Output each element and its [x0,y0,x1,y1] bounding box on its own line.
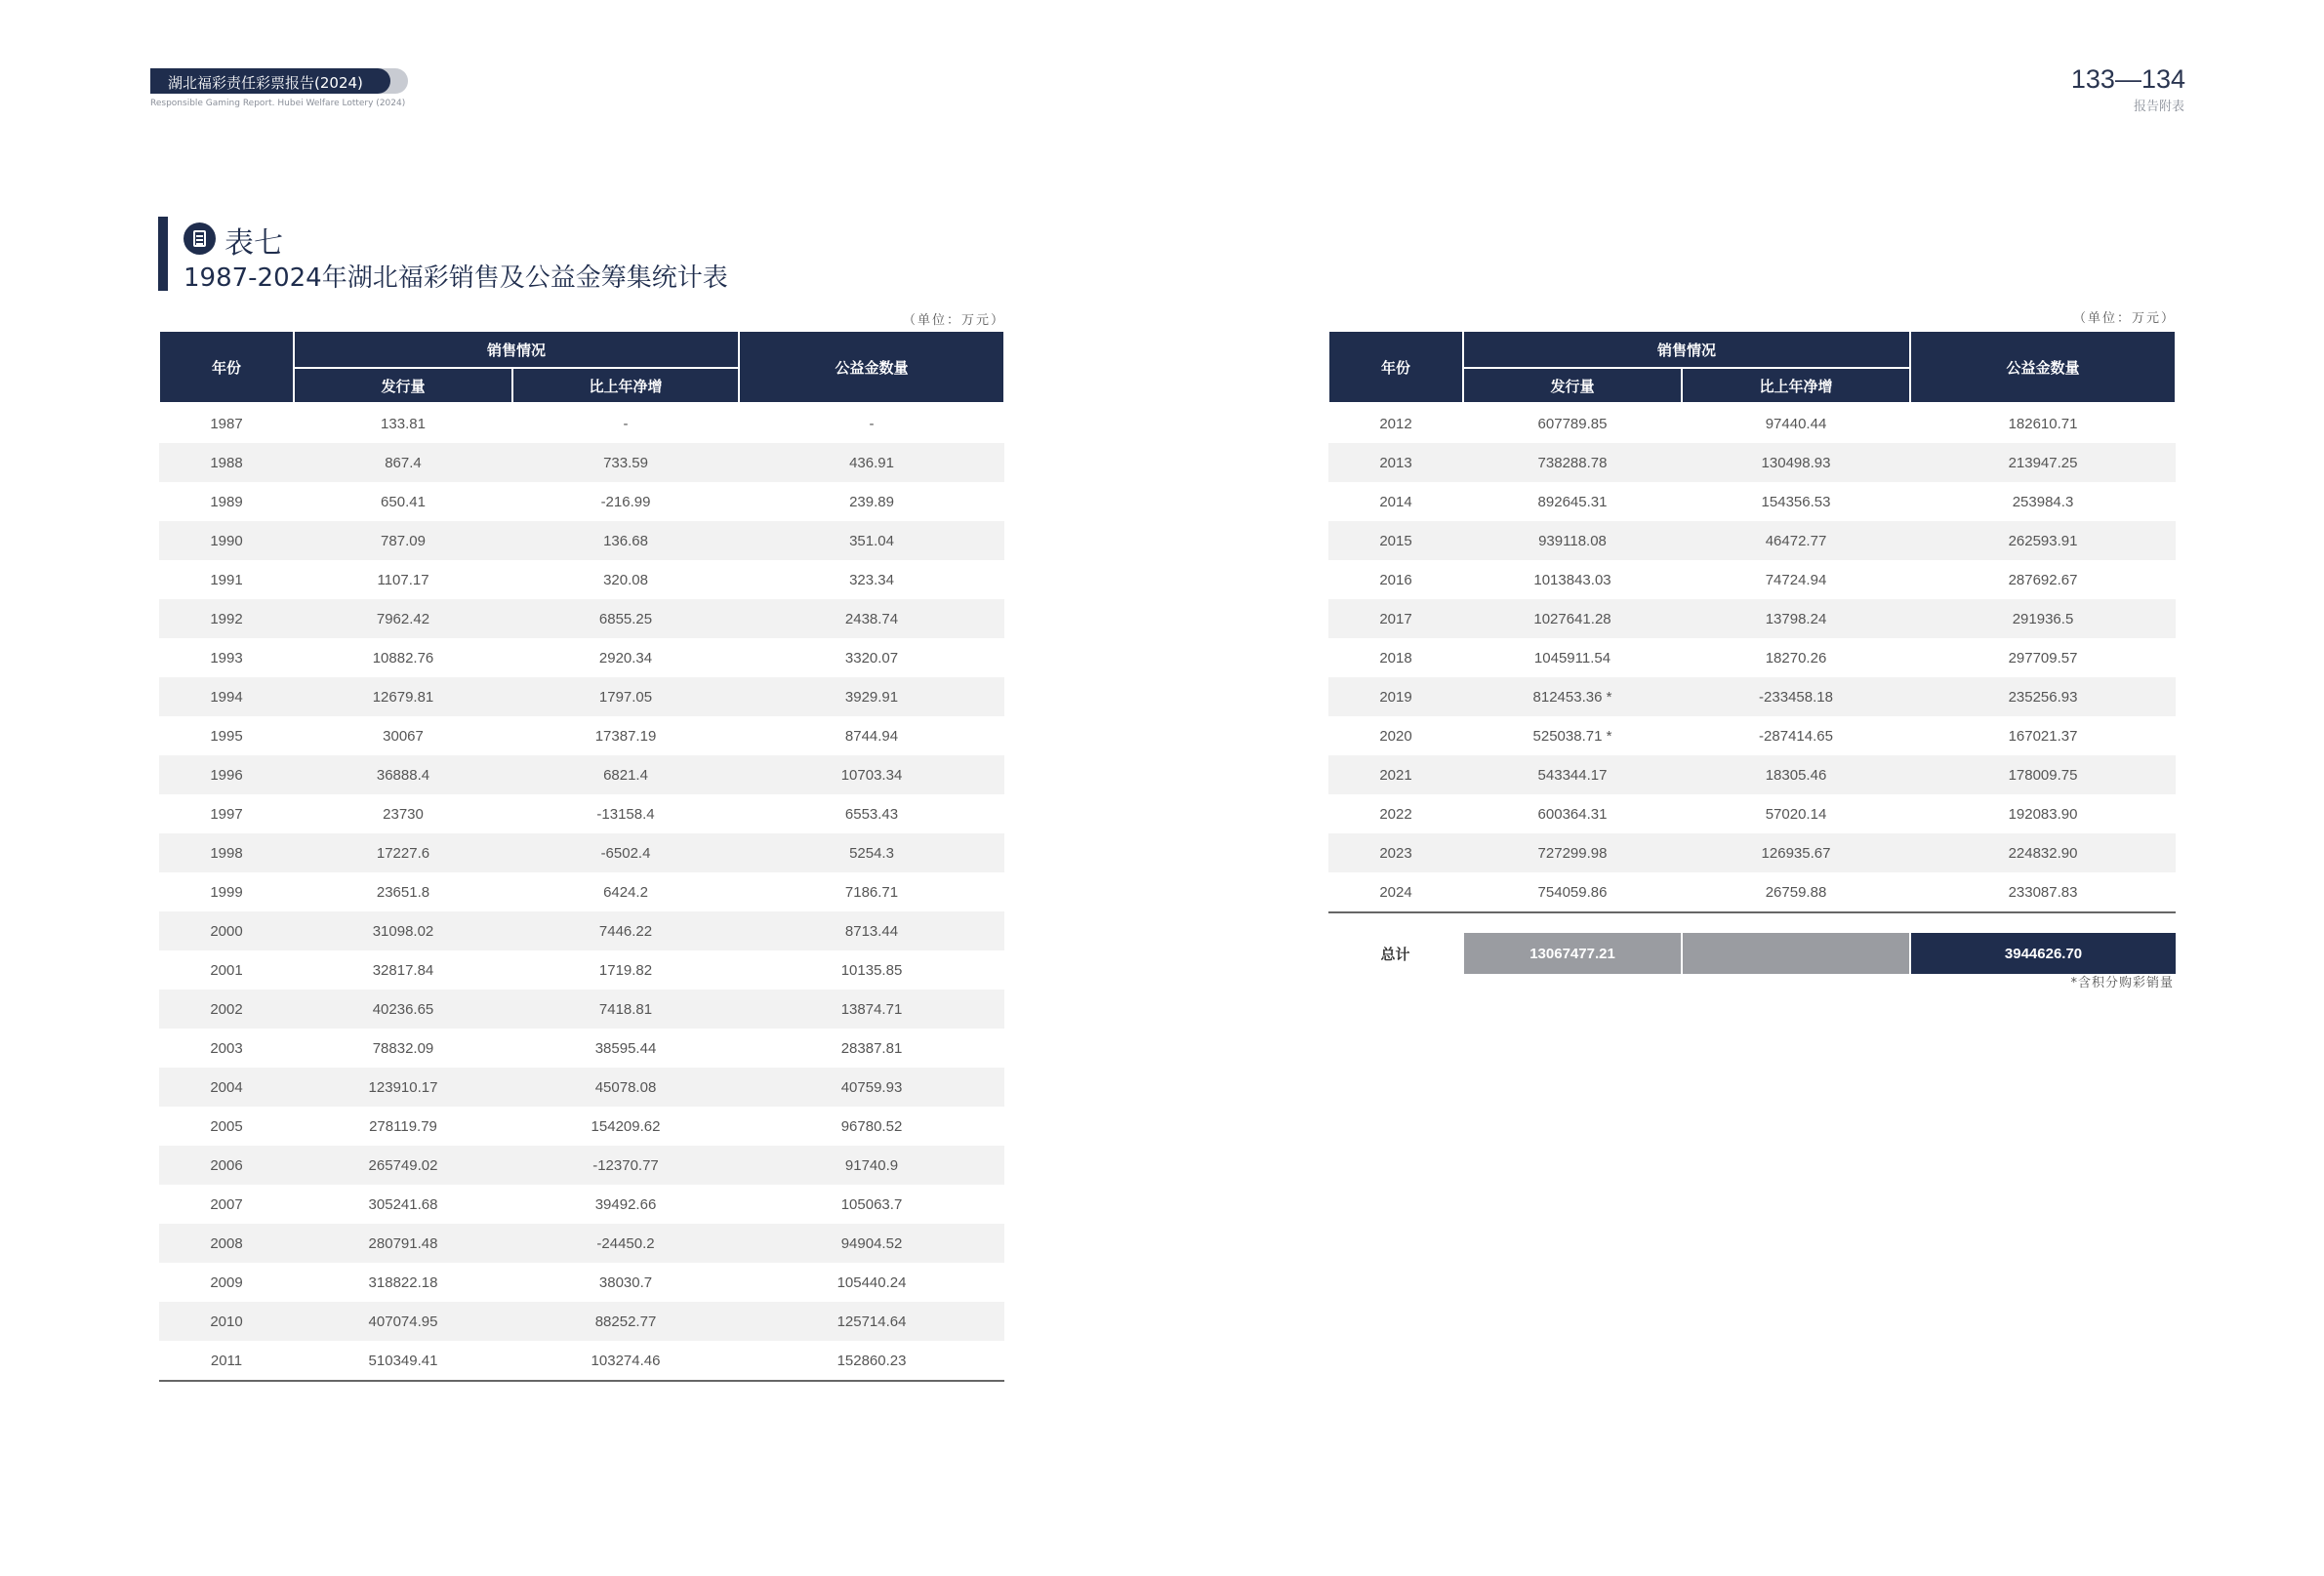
document-icon [183,222,216,255]
cell-year: 1998 [159,833,294,872]
header-sales: 销售情况 [1463,331,1910,368]
total-label: 总计 [1328,933,1463,974]
table-row [159,560,1004,599]
cell-year: 1990 [159,521,294,560]
cell-fund: 105440.24 [836,1273,907,1291]
stats-table-right [1327,330,2177,974]
cell-issued: 1045911.54 [1533,649,1611,667]
cell-issued: 23730 [383,805,424,823]
header-yoy: 比上年净增 [1682,368,1910,403]
header-issued: 发行量 [1463,368,1682,403]
cell-issued: 123910.17 [294,1068,512,1107]
cell-year: 2002 [159,990,294,1029]
cell-year: 2018 [1379,649,1412,667]
cell-year: 2006 [159,1146,294,1185]
cell-issued: 867.4 [294,443,512,482]
table-row [159,990,1004,1029]
cell-yoy: 130498.93 [1682,443,1910,482]
cell-yoy: 97440.44 [1765,415,1827,432]
cell-fund: 213947.25 [1910,443,2176,482]
table-row [159,677,1004,716]
total-yoy-empty [1682,933,1910,974]
table-label: 表七 [224,226,283,261]
cell-year: 1996 [159,755,294,794]
cell-year: 2011 [210,1352,243,1369]
cell-year: 1997 [210,805,243,823]
cell-fund: 291936.5 [1910,599,2176,638]
total-fund: 3944626.70 [1910,933,2176,974]
cell-fund: 253984.3 [2012,493,2074,510]
cell-fund: 3929.91 [739,677,1004,716]
cell-issued: 939118.08 [1463,521,1682,560]
cell-fund: 125714.64 [739,1302,1004,1341]
cell-issued: 650.41 [381,493,426,510]
page-numbers: 133—134 [2070,64,2185,94]
total-issued: 13067477.21 [1463,933,1682,974]
page-title: 1987-2024年湖北福彩销售及公益金筹集统计表 [183,263,728,293]
cell-fund: 235256.93 [1910,677,2176,716]
header-year: 年份 [1328,331,1463,403]
cell-year: 2016 [1379,571,1412,588]
table-row [1328,755,2176,794]
cell-fund: 28387.81 [840,1039,903,1057]
cell-issued: 787.09 [294,521,512,560]
cell-issued: 36888.4 [294,755,512,794]
cell-issued: 525038.71 * [1532,727,1612,745]
cell-fund: 152860.23 [836,1352,907,1369]
cell-issued: 17227.6 [294,833,512,872]
cell-issued: 892645.31 [1537,493,1608,510]
cell-yoy: -12370.77 [512,1146,739,1185]
unit-label-left: （单位：万元） [903,313,1006,328]
cell-fund: 182610.71 [2008,415,2078,432]
cell-yoy: 733.59 [512,443,739,482]
table-row [159,755,1004,794]
cell-yoy: 39492.66 [594,1195,657,1213]
cell-issued: 812453.36 * [1463,677,1682,716]
cell-fund: 13874.71 [739,990,1004,1029]
cell-fund: 8713.44 [739,911,1004,950]
cell-fund: - [869,415,875,432]
table-row [159,1341,1004,1381]
cell-yoy: 7446.22 [512,911,739,950]
table-row [159,403,1004,443]
cell-year: 1992 [159,599,294,638]
cell-year: 2008 [159,1224,294,1263]
cell-year: 2021 [1328,755,1463,794]
cell-fund: 94904.52 [739,1224,1004,1263]
cell-issued: 7962.42 [294,599,512,638]
cell-year: 2024 [1379,883,1412,901]
cell-issued: 10882.76 [372,649,434,667]
cell-issued: 1027641.28 [1463,599,1682,638]
table-row [1328,872,2176,912]
cell-yoy: - [623,415,629,432]
table-row [159,638,1004,677]
cell-year: 2013 [1328,443,1463,482]
cell-fund: 2438.74 [739,599,1004,638]
cell-issued: 738288.78 [1463,443,1682,482]
cell-year: 1989 [210,493,243,510]
cell-fund: 8744.94 [844,727,899,745]
cell-fund: 5254.3 [739,833,1004,872]
cell-yoy: 46472.77 [1682,521,1910,560]
cell-year: 1988 [159,443,294,482]
table-row [1328,403,2176,443]
cell-year: 2000 [159,911,294,950]
cell-issued: 30067 [383,727,424,745]
header-fund: 公益金数量 [1910,331,2176,403]
table-row [159,950,1004,990]
table-row [159,1263,1004,1302]
table-row [1328,833,2176,872]
cell-issued: 407074.95 [294,1302,512,1341]
cell-yoy: -216.99 [600,493,651,510]
header-year: 年份 [159,331,294,403]
cell-yoy: 1797.05 [512,677,739,716]
cell-yoy: 136.68 [512,521,739,560]
cell-issued: 600364.31 [1537,805,1608,823]
table-row [159,482,1004,521]
cell-fund: 7186.71 [844,883,899,901]
cell-issued: 318822.18 [368,1273,438,1291]
cell-fund: 287692.67 [2008,571,2078,588]
cell-yoy: 26759.88 [1765,883,1827,901]
table-row [1328,521,2176,560]
cell-issued: 510349.41 [368,1352,438,1369]
cell-yoy: 18270.26 [1765,649,1827,667]
cell-issued: 23651.8 [376,883,430,901]
cell-yoy: 6424.2 [603,883,648,901]
cell-yoy: -6502.4 [512,833,739,872]
cell-issued: 305241.68 [368,1195,438,1213]
cell-yoy: 154356.53 [1761,493,1831,510]
title-accent-bar [158,217,168,291]
cell-fund: 262593.91 [1910,521,2176,560]
cell-yoy: 17387.19 [594,727,657,745]
cell-year: 1991 [210,571,243,588]
cell-yoy: 38030.7 [598,1273,653,1291]
cell-yoy: -233458.18 [1682,677,1910,716]
table-row [159,1185,1004,1224]
table-row [159,1068,1004,1107]
header-yoy: 比上年净增 [512,368,739,403]
cell-issued: 1107.17 [377,571,429,588]
cell-fund: 351.04 [739,521,1004,560]
cell-yoy: 6855.25 [512,599,739,638]
cell-year: 1995 [210,727,243,745]
table-row [159,833,1004,872]
section-label: 报告附表 [2133,100,2184,114]
cell-yoy: 6821.4 [512,755,739,794]
cell-yoy: 38595.44 [594,1039,657,1057]
cell-yoy: -13158.4 [596,805,655,823]
cell-fund: 297709.57 [2008,649,2078,667]
table-row [1328,677,2176,716]
cell-year: 1994 [159,677,294,716]
cell-yoy: 126935.67 [1682,833,1910,872]
footnote: *含积分购彩销量 [2070,976,2174,990]
cell-issued: 31098.02 [294,911,512,950]
cell-issued: 265749.02 [294,1146,512,1185]
total-row [1328,933,2176,974]
cell-year: 2019 [1328,677,1463,716]
report-badge-subtitle: Responsible Gaming Report. Hubei Welfare Lottery (2024) [150,99,406,108]
cell-fund: 178009.75 [1910,755,2176,794]
cell-year: 2020 [1379,727,1412,745]
header-issued: 发行量 [294,368,512,403]
table-row [159,599,1004,638]
cell-yoy: 2920.34 [598,649,653,667]
cell-yoy: 103274.46 [591,1352,661,1369]
cell-fund: 10135.85 [840,961,903,979]
cell-year: 2001 [210,961,243,979]
cell-year: 2015 [1328,521,1463,560]
table-row [159,521,1004,560]
cell-yoy: 154209.62 [591,1117,661,1135]
cell-yoy: 320.08 [603,571,648,588]
table-row [159,716,1004,755]
cell-year: 2022 [1379,805,1412,823]
report-badge [150,68,404,94]
cell-yoy: 57020.14 [1765,805,1827,823]
unit-label-right: （单位：万元） [2073,311,2177,326]
cell-issued: 78832.09 [372,1039,434,1057]
table-row [159,1107,1004,1146]
table-row [159,872,1004,911]
cell-fund: 105063.7 [840,1195,903,1213]
cell-fund: 323.34 [849,571,894,588]
cell-issued: 727299.98 [1463,833,1682,872]
table-row [159,443,1004,482]
table-row [1328,560,2176,599]
header-sales: 销售情况 [294,331,739,368]
cell-year: 2014 [1379,493,1412,510]
table-row [1328,716,2176,755]
cell-yoy: 7418.81 [512,990,739,1029]
cell-issued: 40236.65 [294,990,512,1029]
cell-issued: 543344.17 [1463,755,1682,794]
cell-issued: 278119.79 [369,1117,437,1135]
cell-issued: 607789.85 [1537,415,1608,432]
cell-yoy: -24450.2 [512,1224,739,1263]
cell-yoy: 13798.24 [1682,599,1910,638]
cell-fund: 239.89 [849,493,894,510]
report-badge-title: 湖北福彩责任彩票报告(2024) [168,74,363,92]
cell-yoy: 74724.94 [1765,571,1827,588]
cell-issued: 754059.86 [1537,883,1608,901]
cell-issued: 1013843.03 [1533,571,1611,588]
table-row [1328,443,2176,482]
cell-year: 1999 [210,883,243,901]
cell-year: 2023 [1328,833,1463,872]
header-fund: 公益金数量 [739,331,1004,403]
cell-fund: 91740.9 [739,1146,1004,1185]
cell-fund: 6553.43 [844,805,899,823]
cell-fund: 233087.83 [2008,883,2078,901]
cell-fund: 167021.37 [2008,727,2078,745]
cell-yoy: 88252.77 [512,1302,739,1341]
table-row [159,1224,1004,1263]
table-row [1328,482,2176,521]
cell-year: 2007 [210,1195,243,1213]
cell-fund: 40759.93 [739,1068,1004,1107]
cell-yoy: 45078.08 [512,1068,739,1107]
cell-year: 2010 [159,1302,294,1341]
cell-year: 2003 [210,1039,243,1057]
cell-year: 2004 [159,1068,294,1107]
table-row [1328,638,2176,677]
cell-year: 2005 [210,1117,243,1135]
cell-fund: 192083.90 [2008,805,2078,823]
cell-yoy: 1719.82 [598,961,653,979]
table-row [159,1146,1004,1185]
cell-year: 1987 [210,415,243,432]
table-row [1328,599,2176,638]
cell-year: 2012 [1379,415,1412,432]
cell-issued: 280791.48 [294,1224,512,1263]
cell-yoy: -287414.65 [1759,727,1833,745]
cell-fund: 96780.52 [840,1117,903,1135]
table-row [1328,794,2176,833]
cell-year: 1993 [210,649,243,667]
cell-issued: 32817.84 [372,961,434,979]
cell-issued: 12679.81 [294,677,512,716]
table-row [159,1302,1004,1341]
cell-fund: 10703.34 [739,755,1004,794]
table-row [159,911,1004,950]
cell-year: 2017 [1328,599,1463,638]
cell-fund: 3320.07 [844,649,899,667]
table-row [159,794,1004,833]
cell-yoy: 18305.46 [1682,755,1910,794]
stats-table-left [158,330,1005,1382]
cell-year: 2009 [210,1273,243,1291]
cell-issued: 133.81 [381,415,426,432]
table-row [159,1029,1004,1068]
cell-fund: 436.91 [739,443,1004,482]
cell-fund: 224832.90 [1910,833,2176,872]
